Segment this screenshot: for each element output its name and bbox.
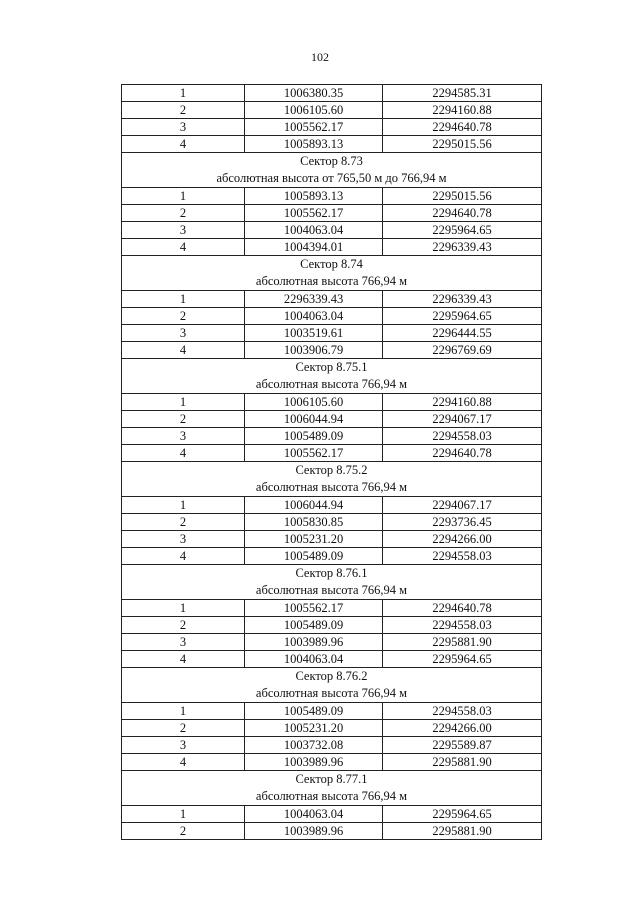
sector-header-cell [122, 462, 542, 497]
y-coordinate-cell: 2295015.56 [383, 188, 542, 205]
x-coordinate-cell: 1005893.13 [245, 136, 383, 153]
table-row [122, 600, 542, 617]
table-row [122, 617, 542, 634]
point-number-cell: 1 [122, 497, 245, 514]
point-number-cell: 2 [122, 205, 245, 222]
sector-title: Сектор 8.75.2 [295, 463, 368, 477]
table-row [122, 239, 542, 256]
point-number-cell: 1 [122, 394, 245, 411]
x-coordinate-cell: 1003906.79 [245, 342, 383, 359]
y-coordinate-cell: 2294558.03 [383, 548, 542, 565]
sector-header-cell [122, 359, 542, 394]
x-coordinate-cell: 1006044.94 [245, 497, 383, 514]
point-number-cell: 2 [122, 514, 245, 531]
point-number-cell: 3 [122, 428, 245, 445]
x-coordinate-cell: 1004063.04 [245, 308, 383, 325]
table-row [122, 806, 542, 823]
coordinates-table-body [122, 85, 542, 840]
y-coordinate-cell: 2294067.17 [383, 497, 542, 514]
point-number-cell: 3 [122, 737, 245, 754]
y-coordinate-cell: 2294558.03 [383, 703, 542, 720]
sector-title: Сектор 8.76.1 [295, 566, 368, 580]
point-number-cell: 1 [122, 85, 245, 102]
y-coordinate-cell: 2294558.03 [383, 617, 542, 634]
table-row [122, 136, 542, 153]
point-number-cell: 4 [122, 239, 245, 256]
sector-header-cell [122, 256, 542, 291]
sector-altitude: абсолютная высота 766,94 м [255, 274, 408, 288]
sector-header-cell [122, 771, 542, 806]
table-row [122, 205, 542, 222]
x-coordinate-cell: 1006105.60 [245, 102, 383, 119]
sector-altitude: абсолютная высота 766,94 м [255, 789, 408, 803]
x-coordinate-cell: 1005489.09 [245, 617, 383, 634]
y-coordinate-cell: 2294640.78 [383, 445, 542, 462]
point-number-cell: 3 [122, 325, 245, 342]
y-coordinate-cell: 2295015.56 [383, 136, 542, 153]
y-coordinate-cell: 2294067.17 [383, 411, 542, 428]
y-coordinate-cell: 2296769.69 [383, 342, 542, 359]
x-coordinate-cell: 1004063.04 [245, 222, 383, 239]
point-number-cell: 4 [122, 136, 245, 153]
y-coordinate-cell: 2293736.45 [383, 514, 542, 531]
point-number-cell: 3 [122, 222, 245, 239]
y-coordinate-cell: 2295589.87 [383, 737, 542, 754]
table-row [122, 651, 542, 668]
x-coordinate-cell: 1004394.01 [245, 239, 383, 256]
x-coordinate-cell: 2296339.43 [245, 291, 383, 308]
table-row [122, 85, 542, 102]
sector-header-row [122, 256, 542, 291]
x-coordinate-cell: 1005830.85 [245, 514, 383, 531]
x-coordinate-cell: 1005562.17 [245, 205, 383, 222]
table-row [122, 102, 542, 119]
point-number-cell: 4 [122, 651, 245, 668]
table-row [122, 548, 542, 565]
table-row [122, 703, 542, 720]
sector-header-cell [122, 565, 542, 600]
y-coordinate-cell: 2295881.90 [383, 823, 542, 840]
x-coordinate-cell: 1005489.09 [245, 548, 383, 565]
sector-altitude: абсолютная высота 766,94 м [255, 377, 408, 391]
table-row [122, 531, 542, 548]
x-coordinate-cell: 1003519.61 [245, 325, 383, 342]
point-number-cell: 4 [122, 754, 245, 771]
sector-header-cell [122, 153, 542, 188]
x-coordinate-cell: 1005562.17 [245, 600, 383, 617]
table-row [122, 514, 542, 531]
table-row [122, 222, 542, 239]
table-row [122, 428, 542, 445]
table-row [122, 342, 542, 359]
point-number-cell: 3 [122, 634, 245, 651]
sector-header-row [122, 153, 542, 188]
sector-title: Сектор 8.76.2 [295, 669, 368, 683]
sector-header-row [122, 771, 542, 806]
y-coordinate-cell: 2295964.65 [383, 308, 542, 325]
x-coordinate-cell: 1005489.09 [245, 428, 383, 445]
x-coordinate-cell: 1003989.96 [245, 634, 383, 651]
y-coordinate-cell: 2296444.55 [383, 325, 542, 342]
x-coordinate-cell: 1005893.13 [245, 188, 383, 205]
y-coordinate-cell: 2294640.78 [383, 600, 542, 617]
point-number-cell: 1 [122, 806, 245, 823]
point-number-cell: 2 [122, 617, 245, 634]
y-coordinate-cell: 2295881.90 [383, 634, 542, 651]
y-coordinate-cell: 2294640.78 [383, 119, 542, 136]
y-coordinate-cell: 2294160.88 [383, 102, 542, 119]
x-coordinate-cell: 1004063.04 [245, 651, 383, 668]
sector-altitude: абсолютная высота 766,94 м [255, 583, 408, 597]
y-coordinate-cell: 2294558.03 [383, 428, 542, 445]
point-number-cell: 1 [122, 600, 245, 617]
y-coordinate-cell: 2294266.00 [383, 720, 542, 737]
table-row [122, 720, 542, 737]
sector-header-row [122, 668, 542, 703]
x-coordinate-cell: 1005562.17 [245, 119, 383, 136]
point-number-cell: 1 [122, 703, 245, 720]
y-coordinate-cell: 2295964.65 [383, 651, 542, 668]
table-row [122, 308, 542, 325]
point-number-cell: 2 [122, 102, 245, 119]
page-number: 102 [311, 50, 329, 64]
sector-title: Сектор 8.74 [300, 257, 363, 271]
sector-header-row [122, 359, 542, 394]
table-row [122, 497, 542, 514]
point-number-cell: 2 [122, 411, 245, 428]
table-row [122, 634, 542, 651]
x-coordinate-cell: 1006105.60 [245, 394, 383, 411]
y-coordinate-cell: 2295881.90 [383, 754, 542, 771]
table-row [122, 291, 542, 308]
table-row [122, 325, 542, 342]
point-number-cell: 4 [122, 548, 245, 565]
y-coordinate-cell: 2296339.43 [383, 239, 542, 256]
sector-header-row [122, 565, 542, 600]
point-number-cell: 4 [122, 342, 245, 359]
point-number-cell: 2 [122, 308, 245, 325]
point-number-cell: 3 [122, 119, 245, 136]
point-number-cell: 2 [122, 720, 245, 737]
sector-altitude: абсолютная высота 766,94 м [255, 480, 408, 494]
y-coordinate-cell: 2294640.78 [383, 205, 542, 222]
y-coordinate-cell: 2294160.88 [383, 394, 542, 411]
x-coordinate-cell: 1003989.96 [245, 754, 383, 771]
x-coordinate-cell: 1006044.94 [245, 411, 383, 428]
point-number-cell: 2 [122, 823, 245, 840]
sector-title: Сектор 8.75.1 [295, 360, 368, 374]
table-row [122, 188, 542, 205]
y-coordinate-cell: 2295964.65 [383, 806, 542, 823]
table-row [122, 394, 542, 411]
point-number-cell: 4 [122, 445, 245, 462]
coordinates-table [121, 84, 542, 840]
x-coordinate-cell: 1005489.09 [245, 703, 383, 720]
table-row [122, 754, 542, 771]
point-number-cell: 1 [122, 188, 245, 205]
x-coordinate-cell: 1005562.17 [245, 445, 383, 462]
sector-altitude: абсолютная высота от 765,50 м до 766,94 м [216, 171, 447, 185]
sector-altitude: абсолютная высота 766,94 м [255, 686, 408, 700]
table-row [122, 119, 542, 136]
x-coordinate-cell: 1004063.04 [245, 806, 383, 823]
table-row [122, 411, 542, 428]
table-row [122, 823, 542, 840]
sector-title: Сектор 8.73 [300, 154, 363, 168]
x-coordinate-cell: 1005231.20 [245, 531, 383, 548]
table-row [122, 737, 542, 754]
x-coordinate-cell: 1003989.96 [245, 823, 383, 840]
sector-header-cell [122, 668, 542, 703]
y-coordinate-cell: 2294266.00 [383, 531, 542, 548]
x-coordinate-cell: 1006380.35 [245, 85, 383, 102]
y-coordinate-cell: 2295964.65 [383, 222, 542, 239]
y-coordinate-cell: 2296339.43 [383, 291, 542, 308]
sector-title: Сектор 8.77.1 [295, 772, 368, 786]
y-coordinate-cell: 2294585.31 [383, 85, 542, 102]
table-row [122, 445, 542, 462]
point-number-cell: 3 [122, 531, 245, 548]
x-coordinate-cell: 1005231.20 [245, 720, 383, 737]
x-coordinate-cell: 1003732.08 [245, 737, 383, 754]
point-number-cell: 1 [122, 291, 245, 308]
sector-header-row [122, 462, 542, 497]
